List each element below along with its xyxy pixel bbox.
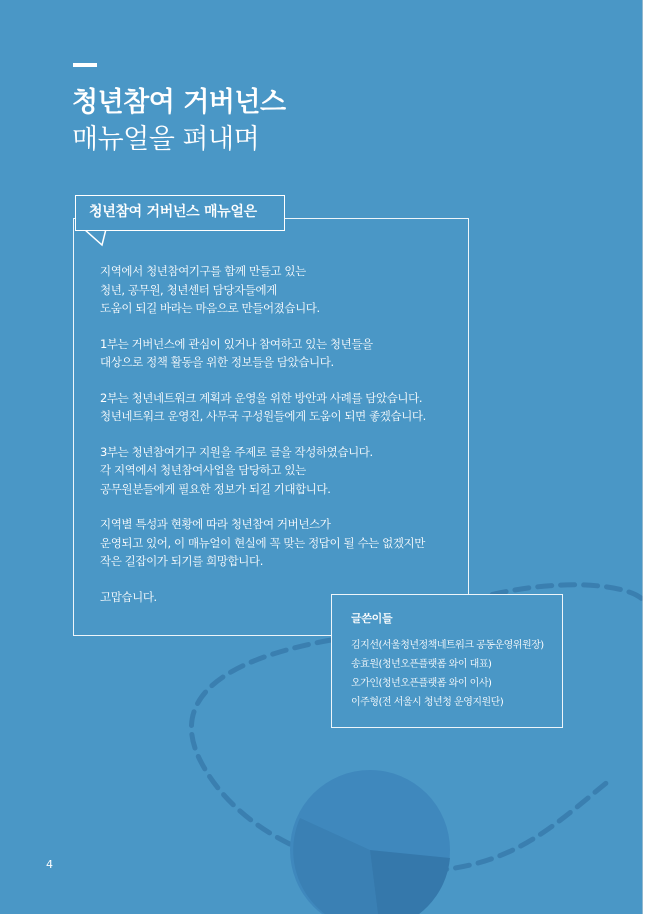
text-line: 3부는 청년참여기구 지원을 주제로 글을 작성하였습니다. [100,444,373,459]
text-line: 지역별 특성과 현황에 따라 청년참여 거버넌스가 [100,517,331,531]
intro-paragraph [100,262,460,318]
text-line: 작은 길잡이가 되기를 희망합니다. [100,554,263,568]
intro-paragraph [100,389,460,426]
text-line: 1부는 거버넌스에 관심이 있거나 참여하고 있는 청년들을 [100,336,373,351]
title-accent-bar [73,63,97,67]
page-number: 4 [46,858,53,871]
speech-bubble-tail [84,229,108,247]
text-line: 도움이 되길 바라는 마음으로 만들어졌습니다. [100,301,320,315]
intro-paragraph [100,515,460,571]
intro-body [100,262,460,623]
text-line: 각 지역에서 청년참여사업을 담당하고 있는 [100,463,306,477]
text-line: 고맙습니다. [100,589,157,604]
intro-tag-label: 청년참여 거버넌스 매뉴얼은 [75,195,285,231]
text-line: 청년네트워크 운영진, 사무국 구성원들에게 도움이 되면 좋겠습니다. [100,409,426,423]
author-item: 이주형(전 서울시 청년청 운영지원단) [351,697,504,708]
intro-paragraph [100,335,460,372]
authors-box [331,594,563,728]
text-line: 청년, 공무원, 청년센터 담당자들에게 [100,282,277,297]
intro-paragraph [100,443,460,499]
page-subtitle: 매뉴얼을 펴내며 [72,124,260,155]
text-line: 지역에서 청년참여기구를 함께 만들고 있는 [100,264,306,278]
text-line: 공무원분들에게 필요한 정보가 되길 기대합니다. [100,481,331,496]
author-item: 송효원(청년오픈플랫폼 와이 대표) [351,659,492,670]
text-line: 2부는 청년네트워크 계획과 운영을 위한 방안과 사례를 담았습니다. [100,390,423,405]
text-line: 운영되고 있어, 이 매뉴얼이 현실에 꼭 맞는 정답이 될 수는 없겠지만 [100,535,425,550]
page-title: 청년참여 거버넌스 [72,87,286,118]
author-item: 김지선(서울청년정책네트워크 공동운영위원장) [351,640,544,651]
text-line: 대상으로 정책 활동을 위한 정보들을 담았습니다. [100,355,334,369]
author-item: 오가인(청년오픈플랫폼 와이 이사) [351,678,492,689]
decorative-circle-slice [370,850,450,914]
authors-heading: 글쓴이들 [351,612,393,625]
